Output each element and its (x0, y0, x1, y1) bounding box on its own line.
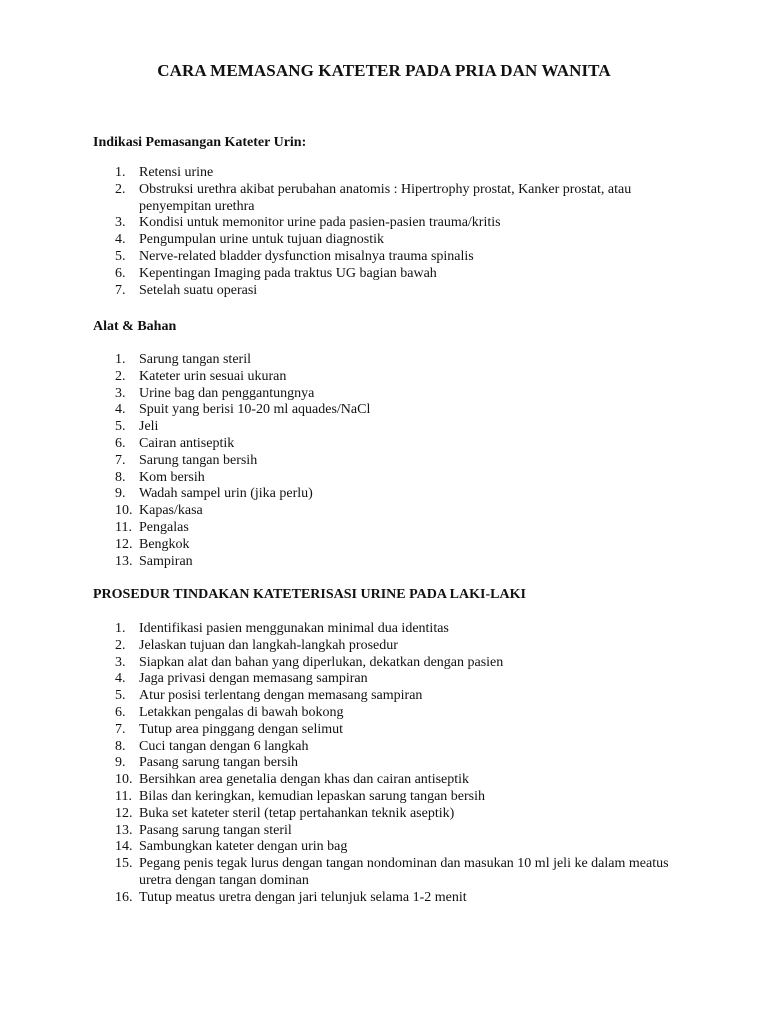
item-number: 4. (115, 232, 126, 248)
list-item (93, 283, 693, 300)
item-number: 13. (115, 822, 133, 838)
item-number: 9. (115, 486, 126, 502)
item-text: Sarung tangan steril (139, 352, 251, 367)
item-text: Kepentingan Imaging pada traktus UG bagian bawah (139, 265, 437, 281)
item-text: Pasang sarung tangan steril (139, 822, 292, 838)
list-prosedur (93, 621, 693, 907)
item-number: 10. (115, 503, 133, 519)
item-number: 8. (115, 469, 126, 485)
item-text: Kondisi untuk memonitor urine pada pasien-pasien trauma/kritis (139, 215, 501, 231)
item-text: Atur posisi terlentang dengan memasang sampiran (139, 688, 423, 704)
item-text: Pengumpulan urine untuk tujuan diagnostik (139, 232, 384, 248)
item-number: 11. (115, 519, 132, 535)
item-number: 2. (115, 368, 126, 384)
item-text: Nerve-related bladder dysfunction misalnya trauma spinalis (139, 248, 474, 264)
list-item (93, 655, 693, 672)
item-number: 2. (115, 637, 126, 653)
list-item (93, 486, 693, 503)
list-alat-bahan (93, 352, 693, 570)
item-number: 13. (115, 553, 133, 569)
item-number: 6. (115, 435, 126, 451)
item-text: Obstruksi urethra akibat perubahan anatomis : Hipertrophy prostat, Kanker prostat, atau penyempitan urethra (139, 181, 632, 214)
item-text: Spuit yang berisi 10-20 ml aquades/NaCl (139, 402, 371, 418)
list-item (93, 688, 693, 705)
section-heading-prosedur: PROSEDUR TINDAKAN KATETERISASI URINE PADA LAKI-LAKI (93, 587, 526, 602)
list-item (93, 671, 693, 688)
list-item (93, 386, 693, 403)
item-number: 1. (115, 621, 126, 636)
item-text: Sarung tangan bersih (139, 452, 258, 468)
list-item (93, 856, 693, 890)
list-item (93, 772, 693, 789)
item-text: Jeli (139, 419, 159, 435)
item-number: 12. (115, 536, 133, 552)
item-text: Jelaskan tujuan dan langkah-langkah prosedur (139, 637, 398, 653)
item-text: Bilas dan keringkan, kemudian lepaskan sarung tangan bersih (139, 788, 486, 804)
item-number: 4. (115, 671, 126, 687)
item-text: Bersihkan area genetalia dengan khas dan cairan antiseptik (139, 772, 470, 788)
list-item (93, 806, 693, 823)
list-item (93, 503, 693, 520)
list-item (93, 436, 693, 453)
list-item (93, 722, 693, 739)
list-item (93, 470, 693, 487)
list-item (93, 453, 693, 470)
item-number: 3. (115, 654, 126, 670)
item-text: Kom bersih (139, 469, 205, 485)
item-number: 7. (115, 721, 126, 737)
item-number: 2. (115, 181, 126, 197)
item-text: Jaga privasi dengan memasang sampiran (139, 671, 368, 687)
item-text: Retensi urine (139, 165, 214, 180)
item-number: 16. (115, 889, 133, 905)
list-item (93, 638, 693, 655)
item-text: Setelah suatu operasi (139, 282, 258, 298)
item-text: Tutup meatus uretra dengan jari telunjuk selama 1-2 menit (139, 889, 467, 905)
list-item (93, 165, 693, 182)
item-text: Cairan antiseptik (139, 435, 235, 451)
list-indikasi (93, 165, 693, 299)
item-number: 1. (115, 352, 126, 367)
list-item (93, 249, 693, 266)
item-text: Sambungkan kateter dengan urin bag (139, 839, 348, 855)
item-text: Cuci tangan dengan 6 langkah (139, 738, 309, 754)
item-text: Identifikasi pasien menggunakan minimal dua identitas (139, 621, 449, 636)
item-text: Sampiran (139, 553, 193, 569)
item-text: Tutup area pinggang dengan selimut (139, 721, 344, 737)
item-number: 8. (115, 738, 126, 754)
item-number: 6. (115, 265, 126, 281)
list-item (93, 789, 693, 806)
item-number: 3. (115, 215, 126, 231)
item-text: Wadah sampel urin (jika perlu) (139, 486, 313, 502)
list-item (93, 537, 693, 554)
list-item (93, 823, 693, 840)
list-item (93, 182, 693, 216)
item-text: Kapas/kasa (139, 503, 203, 519)
list-item (93, 839, 693, 856)
item-text: Pegang penis tegak lurus dengan tangan nondominan dan masukan 10 ml jeli ke dalam meatus uretra dengan tangan dominan (139, 856, 669, 888)
item-text: Buka set kateter steril (tetap pertahankan teknik aseptik) (139, 805, 455, 821)
item-number: 5. (115, 419, 126, 435)
list-item (93, 215, 693, 232)
item-number: 7. (115, 282, 126, 298)
item-text: Kateter urin sesuai ukuran (139, 368, 287, 384)
item-text: Pengalas (139, 519, 189, 535)
list-item (93, 402, 693, 419)
section-heading-alat-bahan: Alat & Bahan (93, 319, 177, 334)
item-number: 12. (115, 805, 133, 821)
list-item (93, 621, 693, 638)
item-number: 10. (115, 772, 133, 788)
item-text: Bengkok (139, 536, 190, 552)
list-item (93, 755, 693, 772)
item-number: 14. (115, 839, 133, 855)
item-number: 7. (115, 452, 126, 468)
item-text: Urine bag dan penggantungnya (139, 385, 315, 401)
item-number: 1. (115, 165, 126, 180)
list-item (93, 890, 693, 907)
item-number: 9. (115, 755, 126, 771)
item-number: 15. (115, 856, 133, 872)
list-item (93, 554, 693, 571)
list-item (93, 266, 693, 283)
list-item (93, 369, 693, 386)
list-item (93, 520, 693, 537)
list-item (93, 232, 693, 249)
item-number: 5. (115, 248, 126, 264)
item-number: 5. (115, 688, 126, 704)
list-item (93, 352, 693, 369)
list-item (93, 705, 693, 722)
item-number: 4. (115, 402, 126, 418)
item-text: Pasang sarung tangan bersih (139, 755, 299, 771)
item-number: 3. (115, 385, 126, 401)
item-text: Siapkan alat dan bahan yang diperlukan, dekatkan dengan pasien (139, 654, 504, 670)
document-title: CARA MEMASANG KATETER PADA PRIA DAN WANITA (157, 61, 611, 80)
section-heading-indikasi: Indikasi Pemasangan Kateter Urin: (93, 135, 307, 150)
list-item (93, 739, 693, 756)
item-number: 6. (115, 704, 126, 720)
list-item (93, 419, 693, 436)
item-number: 11. (115, 788, 132, 804)
item-text: Letakkan pengalas di bawah bokong (139, 704, 344, 720)
